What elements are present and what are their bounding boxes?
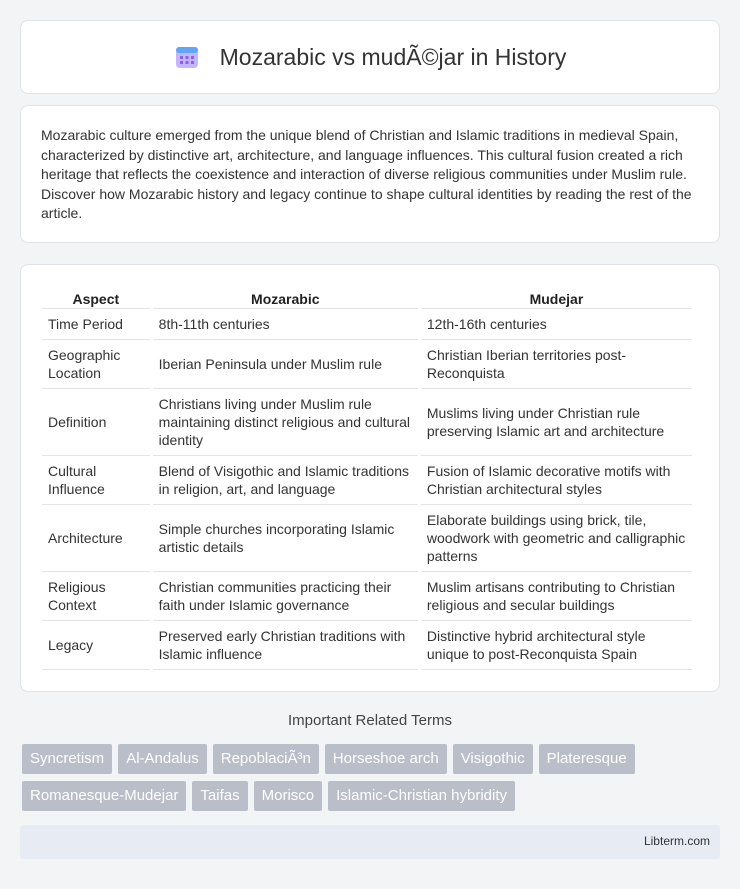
intro-card	[20, 105, 720, 243]
table-row	[42, 456, 692, 505]
cell-mozarabic: 8th-11th centuries	[153, 309, 418, 340]
cell-aspect: Cultural Influence	[42, 456, 150, 505]
header-mudejar: Mudejar	[421, 285, 692, 309]
cell-mudejar: Muslim artisans contributing to Christian religious and secular buildings	[421, 572, 692, 621]
related-term-tag[interactable]: RepoblaciÃ³n	[213, 744, 319, 774]
header-aspect: Aspect	[42, 285, 150, 309]
cell-mudejar: Distinctive hybrid architectural style unique to post-Reconquista Spain	[421, 621, 692, 670]
related-terms-list	[22, 744, 722, 811]
footer	[20, 825, 720, 859]
calendar-icon	[174, 44, 200, 70]
related-term-tag[interactable]: Romanesque-Mudejar	[22, 781, 186, 811]
header-card	[20, 20, 720, 94]
cell-aspect: Definition	[42, 389, 150, 456]
related-term-tag[interactable]: Taifas	[192, 781, 247, 811]
cell-aspect: Religious Context	[42, 572, 150, 621]
cell-aspect: Legacy	[42, 621, 150, 670]
cell-aspect: Time Period	[42, 309, 150, 340]
related-term-tag[interactable]: Syncretism	[22, 744, 112, 774]
table-row	[42, 389, 692, 456]
cell-aspect: Geographic Location	[42, 340, 150, 389]
cell-mudejar: Elaborate buildings using brick, tile, woodwork with geometric and calligraphic patterns	[421, 505, 692, 572]
header-mozarabic: Mozarabic	[153, 285, 418, 309]
footer-brand[interactable]: Libterm.com	[643, 834, 710, 848]
cell-mozarabic: Christian communities practicing their faith under Islamic governance	[153, 572, 418, 621]
table-row	[42, 340, 692, 389]
related-term-tag[interactable]: Morisco	[254, 781, 323, 811]
related-terms-title: Important Related Terms	[288, 712, 452, 729]
cell-mozarabic: Christians living under Muslim rule maintaining distinct religious and cultural identity	[153, 389, 418, 456]
related-term-tag[interactable]: Plateresque	[539, 744, 635, 774]
page-title: Mozarabic vs mudÃ©jar in History	[219, 43, 567, 70]
related-term-tag[interactable]: Visigothic	[453, 744, 533, 774]
table-header-row	[42, 285, 692, 309]
comparison-table	[39, 285, 695, 670]
cell-mudejar: Muslims living under Christian rule preserving Islamic art and architecture	[421, 389, 692, 456]
table-row	[42, 621, 692, 670]
table-row	[42, 309, 692, 340]
cell-mozarabic: Simple churches incorporating Islamic artistic details	[153, 505, 418, 572]
related-term-tag[interactable]: Islamic-Christian hybridity	[328, 781, 515, 811]
cell-mozarabic: Preserved early Christian traditions with Islamic influence	[153, 621, 418, 670]
cell-mudejar: Christian Iberian territories post-Reconquista	[421, 340, 692, 389]
comparison-card	[20, 264, 720, 692]
cell-mudejar: 12th-16th centuries	[421, 309, 692, 340]
table-row	[42, 505, 692, 572]
related-term-tag[interactable]: Horseshoe arch	[325, 744, 447, 774]
cell-mudejar: Fusion of Islamic decorative motifs with Christian architectural styles	[421, 456, 692, 505]
cell-mozarabic: Blend of Visigothic and Islamic traditions in religion, art, and language	[153, 456, 418, 505]
cell-mozarabic: Iberian Peninsula under Muslim rule	[153, 340, 418, 389]
related-term-tag[interactable]: Al-Andalus	[118, 744, 207, 774]
table-row	[42, 572, 692, 621]
intro-text: Mozarabic culture emerged from the unique blend of Christian and Islamic traditions in medieval Spain, characterized by distinctive art, architecture, and language influences. This cultural fusion created a rich heritage that reflects the coexistence and interaction of diverse religious communities under Muslim rule. Discover how Mozarabic history and legacy continue to shape cultural identities by reading the rest of the article.	[41, 127, 692, 222]
cell-aspect: Architecture	[42, 505, 150, 572]
